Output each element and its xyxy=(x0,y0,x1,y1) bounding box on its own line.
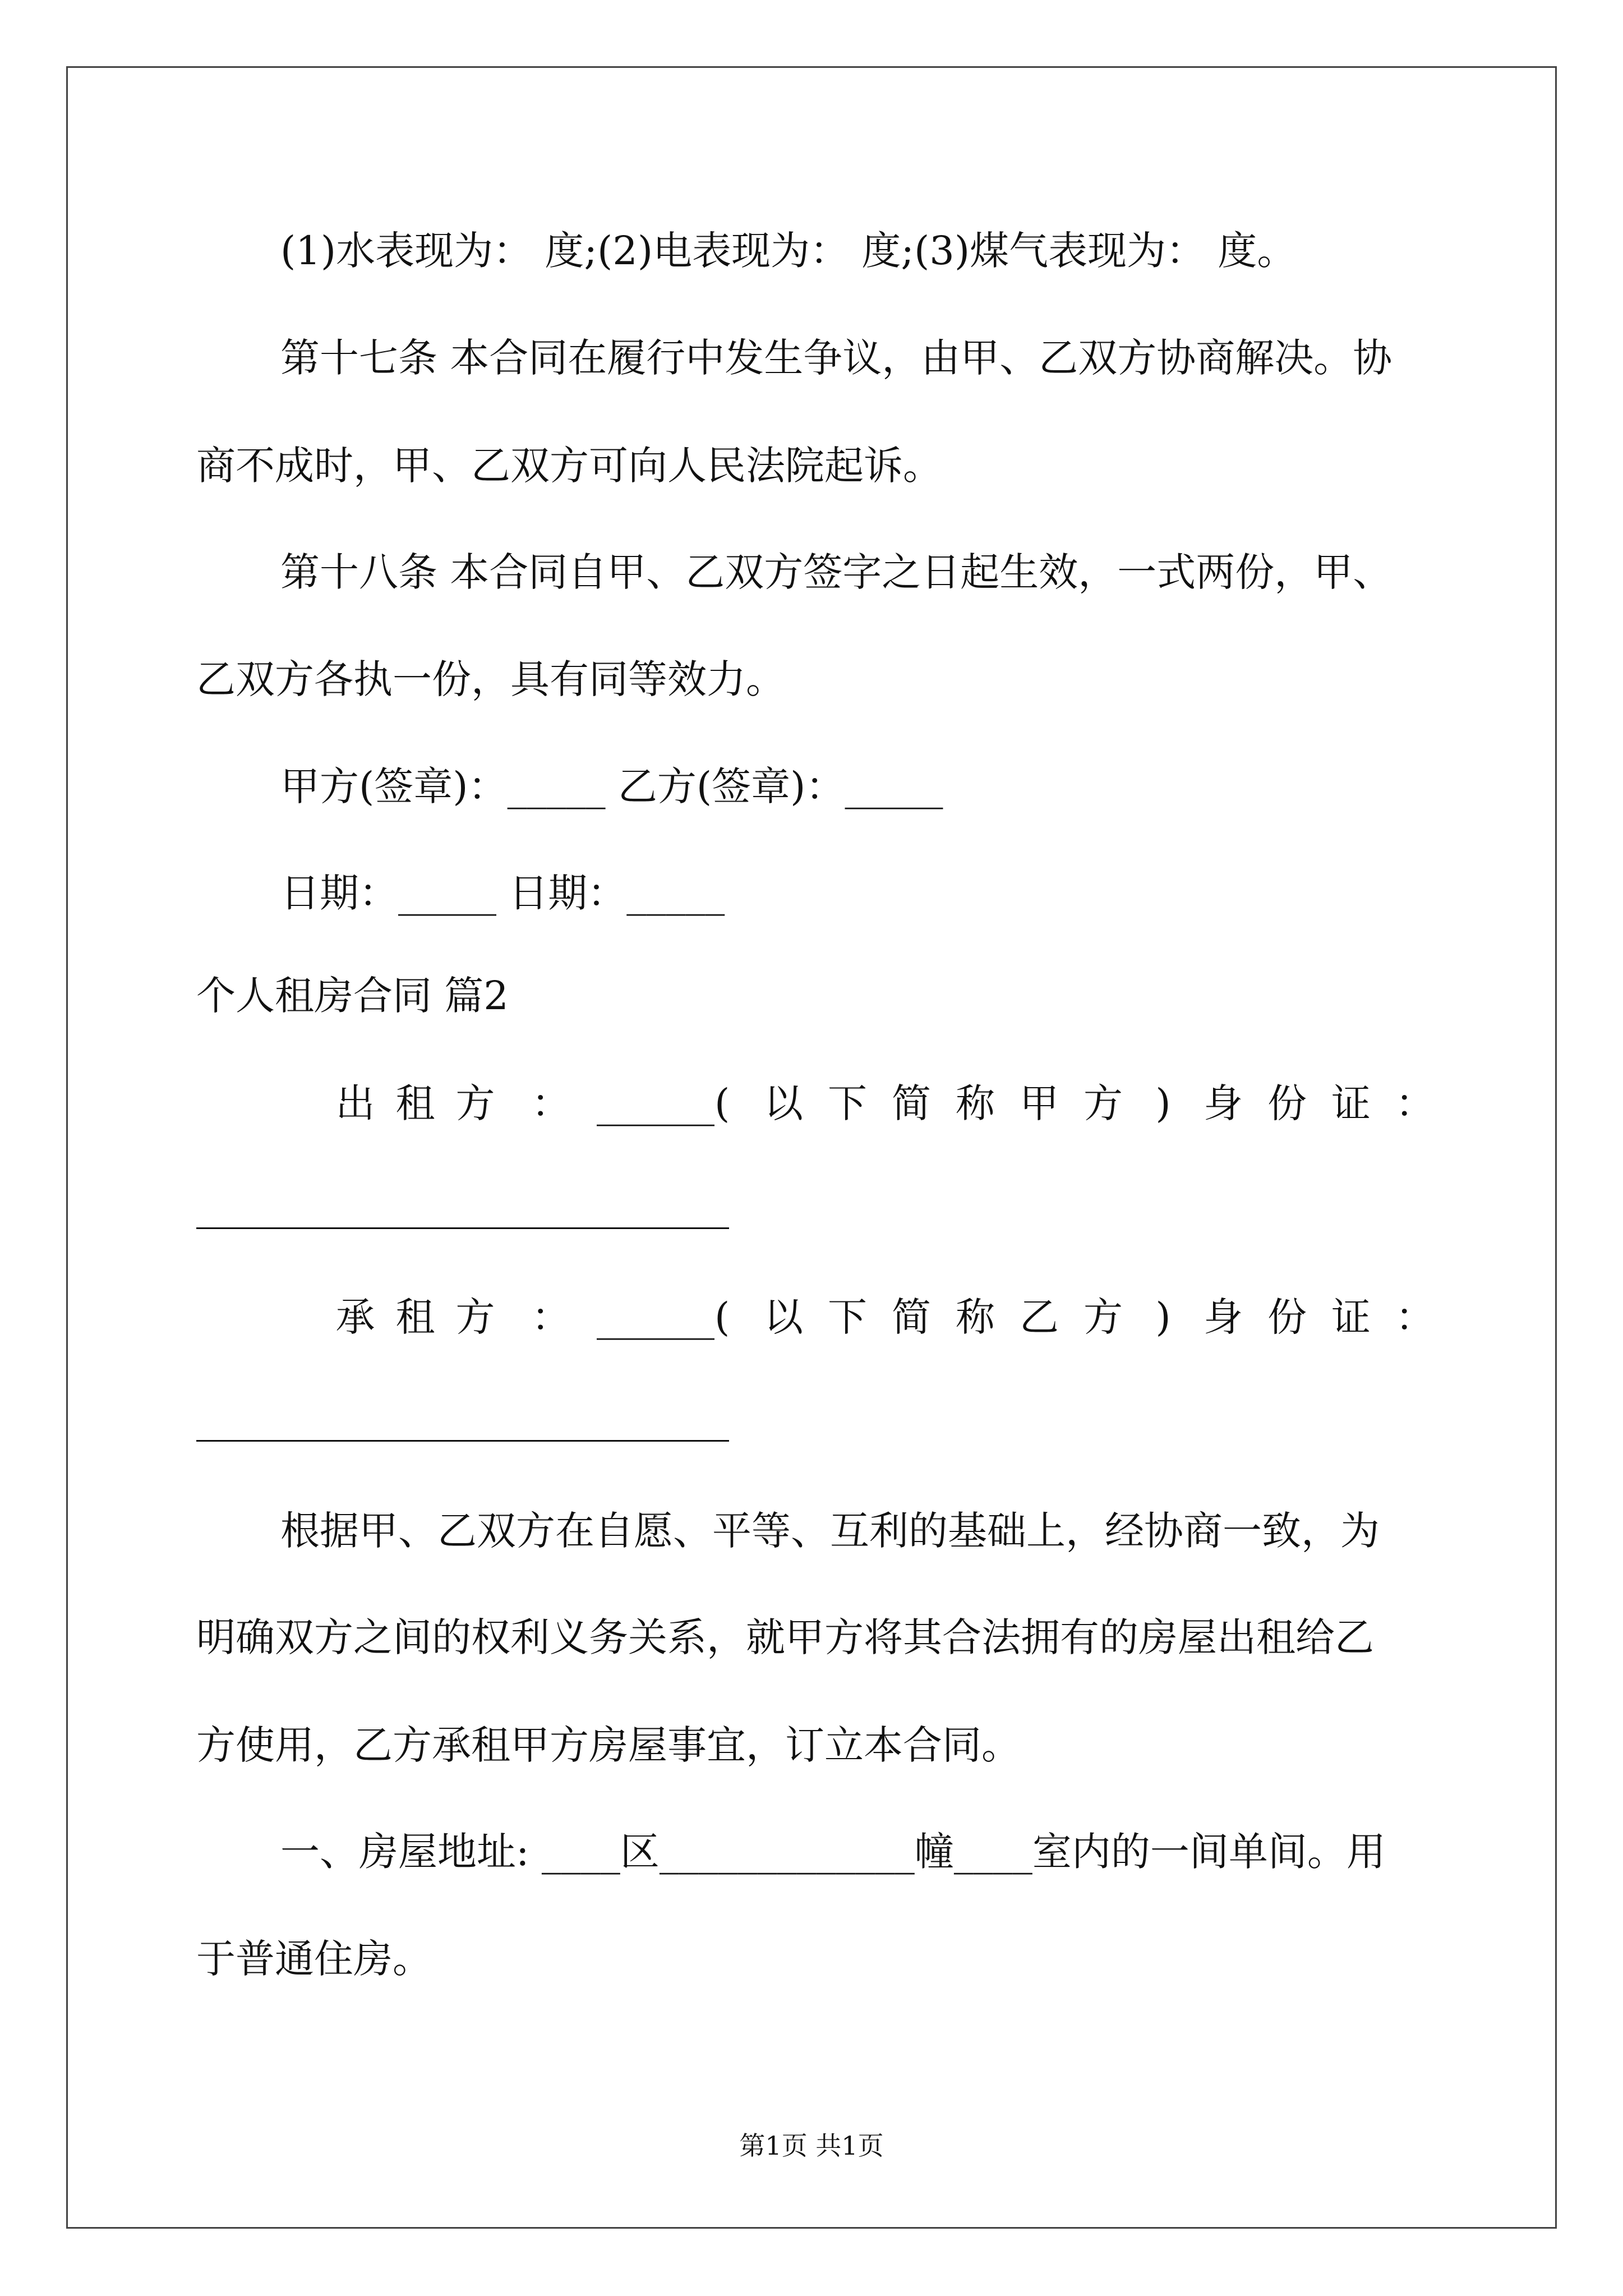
lessee-char: 身 xyxy=(1204,1294,1243,1340)
lessee-char: 方 xyxy=(455,1294,495,1340)
page-footer: 第1页 共1页 xyxy=(739,2131,884,2161)
lessee-char: 称 xyxy=(956,1294,995,1340)
lessor-char: 出 xyxy=(335,1080,375,1126)
lessee-char: 承 xyxy=(335,1294,375,1340)
clause-1-line-1: 一、房屋地址: ____区_____________幢____室内的一间单间。用 xyxy=(280,1829,1386,1875)
lessor-char: ) xyxy=(1155,1080,1171,1126)
date-line: 日期：_____ 日期：_____ xyxy=(280,870,725,916)
lessee-id-blank-rule xyxy=(196,1440,729,1442)
lessee-char: ： xyxy=(1395,1294,1435,1340)
lessee-char: 以 xyxy=(764,1294,803,1340)
lessee-char: 份 xyxy=(1267,1294,1307,1340)
lessor-char: ： xyxy=(531,1080,571,1126)
article-18-line-2: 乙双方各执一份，具有同等效力。 xyxy=(196,656,785,702)
lessor-char: 下 xyxy=(828,1080,867,1126)
lessor-char: 证 xyxy=(1331,1080,1371,1126)
lessor-char: 方 xyxy=(1083,1080,1123,1126)
lessor-id-blank-rule xyxy=(196,1227,729,1229)
article-17-line-2: 商不成时，甲、乙双方可向人民法院起诉。 xyxy=(196,443,942,489)
clause-1-line-2: 于普通住房。 xyxy=(196,1936,432,1982)
page-border xyxy=(66,66,1557,2229)
lessee-char: 方 xyxy=(1083,1294,1123,1340)
preamble-line-2: 明确双方之间的权利义务关系，就甲方将其合法拥有的房屋出租给乙 xyxy=(196,1614,1374,1660)
lessor-char: 称 xyxy=(956,1080,995,1126)
lessee-blank: ______( xyxy=(597,1294,730,1340)
lessee-char: 证 xyxy=(1331,1294,1371,1340)
article-17-line-1: 第十七条 本合同在履行中发生争议，由甲、乙双方协商解决。协 xyxy=(280,335,1393,381)
lessor-char: ： xyxy=(1395,1080,1435,1126)
lessee-char: ： xyxy=(531,1294,571,1340)
section-heading: 个人租房合同 篇2 xyxy=(196,973,509,1019)
lessee-char: 租 xyxy=(395,1294,435,1340)
preamble-line-3: 方使用，乙方承租甲方房屋事宜，订立本合同。 xyxy=(196,1722,1021,1768)
lessor-char: 以 xyxy=(764,1080,803,1126)
lessee-char: ) xyxy=(1155,1294,1171,1340)
lessor-char: 份 xyxy=(1267,1080,1307,1126)
lessor-blank: ______( xyxy=(597,1080,730,1126)
lessee-line xyxy=(325,1294,1447,1342)
lessor-line xyxy=(325,1080,1447,1129)
lessee-char: 乙 xyxy=(1020,1294,1059,1340)
lessee-char: 简 xyxy=(892,1294,931,1340)
meter-readings-paragraph: (1)水表现为： 度;(2)电表现为： 度;(3)煤气表现为： 度。 xyxy=(280,228,1297,274)
lessor-char: 租 xyxy=(395,1080,435,1126)
article-18-line-1: 第十八条 本合同自甲、乙双方签字之日起生效，一式两份，甲、 xyxy=(280,549,1393,595)
preamble-line-1: 根据甲、乙双方在自愿、平等、互利的基础上，经协商一致，为 xyxy=(280,1508,1380,1554)
lessor-char: 身 xyxy=(1204,1080,1243,1126)
lessor-char: 方 xyxy=(455,1080,495,1126)
lessee-char: 下 xyxy=(828,1294,867,1340)
signature-line: 甲方(签章)：_____ 乙方(签章)：_____ xyxy=(280,763,943,809)
lessor-char: 甲 xyxy=(1020,1080,1059,1126)
lessor-char: 简 xyxy=(892,1080,931,1126)
